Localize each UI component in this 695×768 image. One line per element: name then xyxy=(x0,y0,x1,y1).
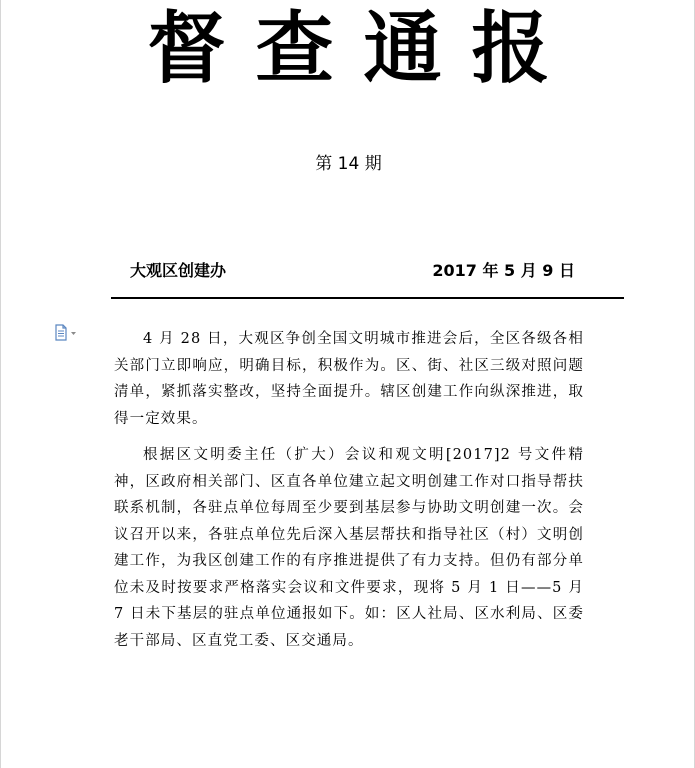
document-icon-graphic xyxy=(54,324,80,342)
issue-date: 2017 年 5 月 9 日 xyxy=(432,261,575,280)
document-icon[interactable] xyxy=(54,324,80,342)
issue-number: 第 14 期 xyxy=(315,154,382,174)
header-divider xyxy=(111,297,624,299)
document-body xyxy=(114,326,584,654)
document-meta xyxy=(130,260,575,282)
paragraph: 4 月 28 日，大观区争创全国文明城市推进会后，全区各级各相关部门立即响应，明确目标，积极作为。区、街、社区三级对照问题清单，紧抓落实整改，坚持全面提升。辖区创建工作向纵深推进，取得一定效果。 xyxy=(114,331,584,427)
issuing-organization: 大观区创建办 xyxy=(130,261,227,280)
document-title: 督查通报 xyxy=(147,4,580,94)
paragraph: 根据区文明委主任（扩大）会议和观文明[2017]2 号文件精神，区政府相关部门、区直各单位建立起文明创建工作对口指导帮扶联系机制，各驻点单位每周至少要到基层参与协助文明创建一次。会议召开以来，各驻点单位先后深入基层帮扶和指导社区（村）文明创建工作，为我区创建工作的有序推进提供了有力支持。但仍有部分单位未及时按要求严格落实会议和文件要求，现将 5 月 1 日——5 月 7 日未下基层的驻点单位通报如下。如：区人社局、区水利局、区委老干部局、区直党工委、区交通局。 xyxy=(114,447,584,649)
